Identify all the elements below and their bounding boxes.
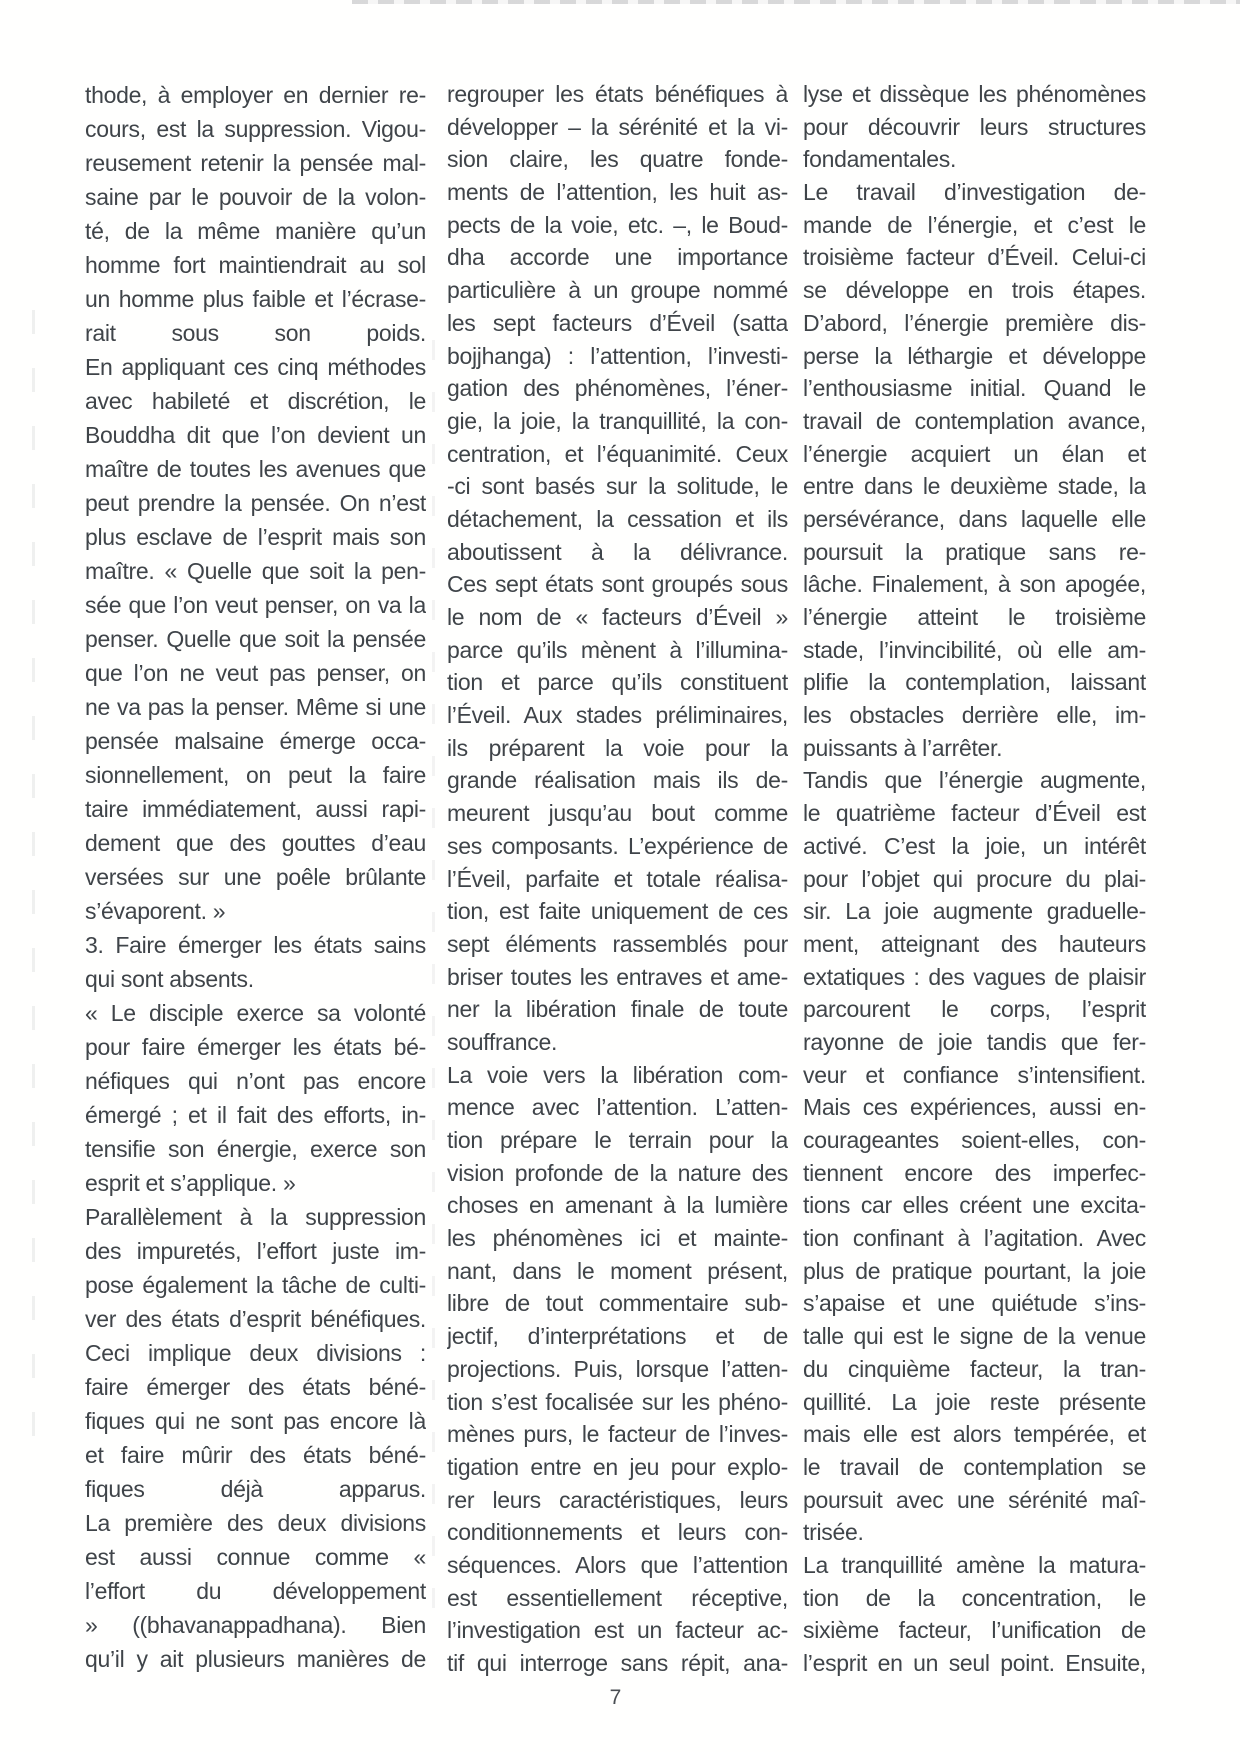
text-line: La tranquillité amène la matura- (803, 1551, 1146, 1578)
text-line: rayonne de joie tandis que fer- (803, 1028, 1146, 1055)
text-line: tion s’est focalisée sur les phéno- (447, 1388, 788, 1415)
text-line: ner la libération finale de toute (447, 996, 788, 1023)
text-line: « Le disciple exerce sa volonté (85, 1000, 426, 1026)
text-line: détachement, la cessation et ils (447, 505, 788, 532)
text-line: nant, dans le moment présent, (447, 1257, 788, 1284)
text-line: sir. La joie augmente graduelle- (803, 898, 1146, 925)
text-line: le quatrième facteur d’Éveil est (803, 800, 1146, 827)
text-line: maître de toutes les avenues que (85, 456, 426, 482)
text-line: saine par le pouvoir de la volon- (85, 184, 426, 210)
text-line: troisième facteur d’Éveil. Celui-ci (803, 244, 1146, 271)
text-line: versées sur une poêle brûlante (85, 864, 426, 890)
text-line: l’énergie atteint le troisième (803, 604, 1146, 630)
text-line: 3. Faire émerger les états sains (85, 932, 426, 958)
text-line: pour découvrir leurs structures (803, 113, 1146, 140)
text-line: avec habileté et discrétion, le (85, 388, 426, 414)
text-line: tensifie son énergie, exerce son (85, 1136, 426, 1162)
text-line: tion, est faite uniquement de ces (447, 898, 788, 925)
text-line: peut prendre la pensée. On n’est (85, 490, 426, 516)
text-line: veur et confiance s’intensifient. (803, 1061, 1146, 1088)
text-line: La voie vers la libération com- (447, 1061, 788, 1088)
text-line: trisée. (803, 1519, 864, 1546)
text-line: En appliquant ces cinq méthodes (85, 354, 426, 380)
text-line: des impuretés, l’effort juste im- (85, 1238, 426, 1264)
text-line: regrouper les états bénéfiques à (447, 81, 788, 107)
text-line: faire émerger des états béné- (85, 1374, 426, 1400)
text-line: se développe en trois étapes. (803, 277, 1146, 304)
text-line: mande de l’énergie, et c’est le (803, 211, 1146, 238)
text-line: est essentiellement réceptive, (447, 1584, 788, 1611)
text-line: pensée malsaine émerge occa- (85, 728, 426, 754)
text-line: rait sous son poids. (85, 320, 426, 346)
text-line: conditionnements et leurs con- (447, 1519, 788, 1546)
text-line: les phénomènes ici et mainte- (447, 1225, 788, 1252)
text-line: courageantes soient-elles, con- (803, 1127, 1146, 1153)
text-line: vision profonde de la nature des (447, 1159, 788, 1186)
text-line: cours, est la suppression. Vigou- (85, 116, 426, 142)
text-line: entre dans le deuxième stade, la (803, 473, 1146, 500)
text-line: sionnellement, on peut la faire (85, 762, 426, 788)
page-number: 7 (609, 1686, 622, 1709)
text-line: extatiques : des vagues de plaisir (803, 963, 1146, 990)
text-line: pose également la tâche de culti- (85, 1272, 426, 1298)
text-line: reusement retenir la pensée mal- (85, 150, 426, 176)
text-line: particulière à un groupe nommé (447, 277, 788, 304)
text-line: gation des phénomènes, l’éner- (447, 375, 788, 402)
text-line: esprit et s’applique. » (85, 1170, 296, 1196)
text-line: rer leurs caractéristiques, leurs (447, 1486, 788, 1513)
text-line: est aussi connue comme « (85, 1544, 426, 1570)
text-line: émergé ; et il fait des efforts, in- (85, 1102, 426, 1128)
text-line: parce qu’ils mènent à l’illumina- (447, 636, 788, 663)
text-line: que l’on ne veut pas penser, on (85, 660, 426, 686)
text-line: pour l’objet qui procure du plai- (803, 865, 1146, 892)
scan-edge-artifact (352, 0, 1240, 4)
text-line: perse la léthargie et développe (803, 342, 1146, 369)
text-line: fiques déjà apparus. (85, 1476, 426, 1502)
text-line: l’esprit en un seul point. Ensuite, (803, 1650, 1146, 1676)
text-line: libre de tout commentaire sub- (447, 1290, 788, 1317)
text-line: tif qui interroge sans répit, ana- (447, 1650, 788, 1676)
text-line: sixième facteur, l’unification de (803, 1617, 1146, 1644)
text-column-right (803, 78, 1146, 1680)
text-line: puissants à l’arrêter. (803, 734, 1003, 761)
text-line: plus de pratique pourtant, la joie (803, 1257, 1146, 1284)
text-line: l’investigation est un facteur ac- (447, 1617, 788, 1644)
text-line: activé. C’est la joie, un intérêt (803, 832, 1146, 859)
text-line: » ((bhavanappadhana). Bien (85, 1612, 426, 1638)
text-line: choses en amenant à la lumière (447, 1192, 788, 1219)
text-line: La première des deux divisions (85, 1510, 426, 1536)
text-line: développer – la sérénité et la vi- (447, 113, 788, 140)
text-line: l’Éveil. Aux stades préliminaires, (447, 702, 788, 729)
text-line: poursuit la pratique sans re- (803, 538, 1146, 565)
text-line: bojjhanga) : l’attention, l’investi- (447, 342, 788, 369)
text-line: parcourent le corps, l’esprit (803, 996, 1146, 1023)
text-line: tigation entre en jeu pour explo- (447, 1453, 788, 1480)
text-line: l’énergie acquiert un élan et (803, 440, 1146, 467)
text-column-left (85, 78, 426, 1676)
text-line: sept éléments rassemblés pour (447, 930, 788, 957)
text-line: Ces sept états sont groupés sous (447, 571, 788, 598)
text-line: ments de l’attention, les huit as- (447, 179, 788, 206)
text-line: mence avec l’attention. L’atten- (447, 1094, 788, 1121)
text-line: penser. Quelle que soit la pensée (85, 626, 426, 652)
text-line: tions car elles créent une excita- (803, 1192, 1146, 1219)
text-line: jectif, d’interprétations et de (447, 1323, 788, 1350)
scan-smudge-artifact (32, 310, 35, 1460)
text-line: plifie la contemplation, laissant (803, 669, 1146, 696)
text-line: les sept facteurs d’Éveil (satta (447, 309, 788, 336)
text-line: l’Éveil, parfaite et totale réalisa- (447, 865, 788, 892)
text-line: souffrance. (447, 1028, 558, 1055)
text-line: plus esclave de l’esprit mais son (85, 524, 426, 550)
text-line: un homme plus faible et l’écrase- (85, 286, 426, 312)
text-line: qu’il y ait plusieurs manières de (85, 1646, 426, 1672)
text-line: stade, l’invincibilité, où elle am- (803, 636, 1146, 663)
text-line: sée que l’on veut penser, on va la (85, 592, 426, 618)
text-line: ment, atteignant des hauteurs (803, 930, 1146, 957)
text-line: tion prépare le terrain pour la (447, 1127, 788, 1153)
text-line: talle qui est le signe de la venue (803, 1323, 1146, 1350)
text-line: homme fort maintiendrait au sol (85, 252, 426, 278)
text-line: l’enthousiasme initial. Quand le (803, 375, 1146, 402)
text-column-middle (447, 78, 788, 1680)
text-line: maître. « Quelle que soit la pen- (85, 558, 426, 584)
text-line: lâche. Finalement, à son apogée, (803, 571, 1146, 598)
text-line: ne va pas la penser. Même si une (85, 694, 426, 720)
text-line: qui sont absents. (85, 966, 254, 992)
text-line: gie, la joie, la tranquillité, la con- (447, 407, 788, 434)
text-line: Bouddha dit que l’on devient un (85, 422, 426, 448)
text-line: lyse et dissèque les phénomènes (803, 81, 1146, 107)
text-line: -ci sont basés sur la solitude, le (447, 473, 788, 500)
text-line: s’apaise et une quiétude s’ins- (803, 1290, 1146, 1317)
text-line: taire immédiatement, aussi rapi- (85, 796, 426, 822)
text-line: Tandis que l’énergie augmente, (803, 767, 1146, 794)
scan-smudge-artifact (432, 340, 435, 1640)
text-line: fiques qui ne sont pas encore là (85, 1408, 426, 1434)
text-line: fondamentales. (803, 146, 957, 173)
text-line: Le travail d’investigation de- (803, 179, 1146, 206)
text-line: mais elle est alors tempérée, et (803, 1421, 1146, 1448)
text-line: ils préparent la voie pour la (447, 734, 788, 761)
text-line: dha accorde une importance (447, 244, 788, 271)
text-line: et faire mûrir des états béné- (85, 1442, 426, 1468)
text-line: séquences. Alors que l’attention (447, 1551, 788, 1578)
text-line: aboutissent à la délivrance. (447, 538, 788, 565)
text-line: mènes purs, le facteur de l’inves- (447, 1421, 788, 1448)
text-line: Mais ces expériences, aussi en- (803, 1094, 1146, 1121)
text-line: s’évaporent. » (85, 898, 226, 924)
text-line: néfiques qui n’ont pas encore (85, 1068, 426, 1094)
text-line: té, de la même manière qu’un (85, 218, 426, 244)
text-line: l’effort du développement (85, 1578, 426, 1604)
text-line: sion claire, les quatre fonde- (447, 146, 788, 173)
text-line: le travail de contemplation se (803, 1453, 1146, 1480)
text-line: projections. Puis, lorsque l’atten- (447, 1355, 788, 1382)
text-line: thode, à employer en dernier re- (85, 82, 426, 108)
text-line: pour faire émerger les états bé- (85, 1034, 426, 1060)
text-line: Parallèlement à la suppression (85, 1204, 426, 1230)
text-line: briser toutes les entraves et ame- (447, 963, 788, 990)
text-line: grande réalisation mais ils de- (447, 767, 788, 794)
text-line: ver des états d’esprit bénéfiques. (85, 1306, 426, 1332)
text-line: tiennent encore des imperfec- (803, 1159, 1146, 1186)
text-line: tion et parce qu’ils constituent (447, 669, 788, 696)
text-line: travail de contemplation avance, (803, 407, 1146, 434)
text-line: tion de la concentration, le (803, 1584, 1146, 1611)
text-line: D’abord, l’énergie première dis- (803, 309, 1146, 336)
text-line: Ceci implique deux divisions : (85, 1340, 426, 1366)
text-line: meurent jusqu’au bout comme (447, 800, 788, 827)
text-line: quillité. La joie reste présente (803, 1388, 1146, 1415)
text-line: poursuit avec une sérénité maî- (803, 1486, 1146, 1513)
text-line: le nom de « facteurs d’Éveil » (447, 604, 788, 630)
text-line: tion confinant à l’agitation. Avec (803, 1225, 1146, 1252)
text-line: centration, et l’équanimité. Ceux (447, 440, 788, 467)
text-line: les obstacles derrière elle, im- (803, 702, 1146, 729)
text-line: dement que des gouttes d’eau (85, 830, 426, 856)
text-line: persévérance, dans laquelle elle (803, 505, 1146, 532)
text-line: pects de la voie, etc. –, le Boud- (447, 211, 788, 238)
text-line: ses composants. L’expérience de (447, 832, 788, 859)
text-line: du cinquième facteur, la tran- (803, 1355, 1146, 1382)
